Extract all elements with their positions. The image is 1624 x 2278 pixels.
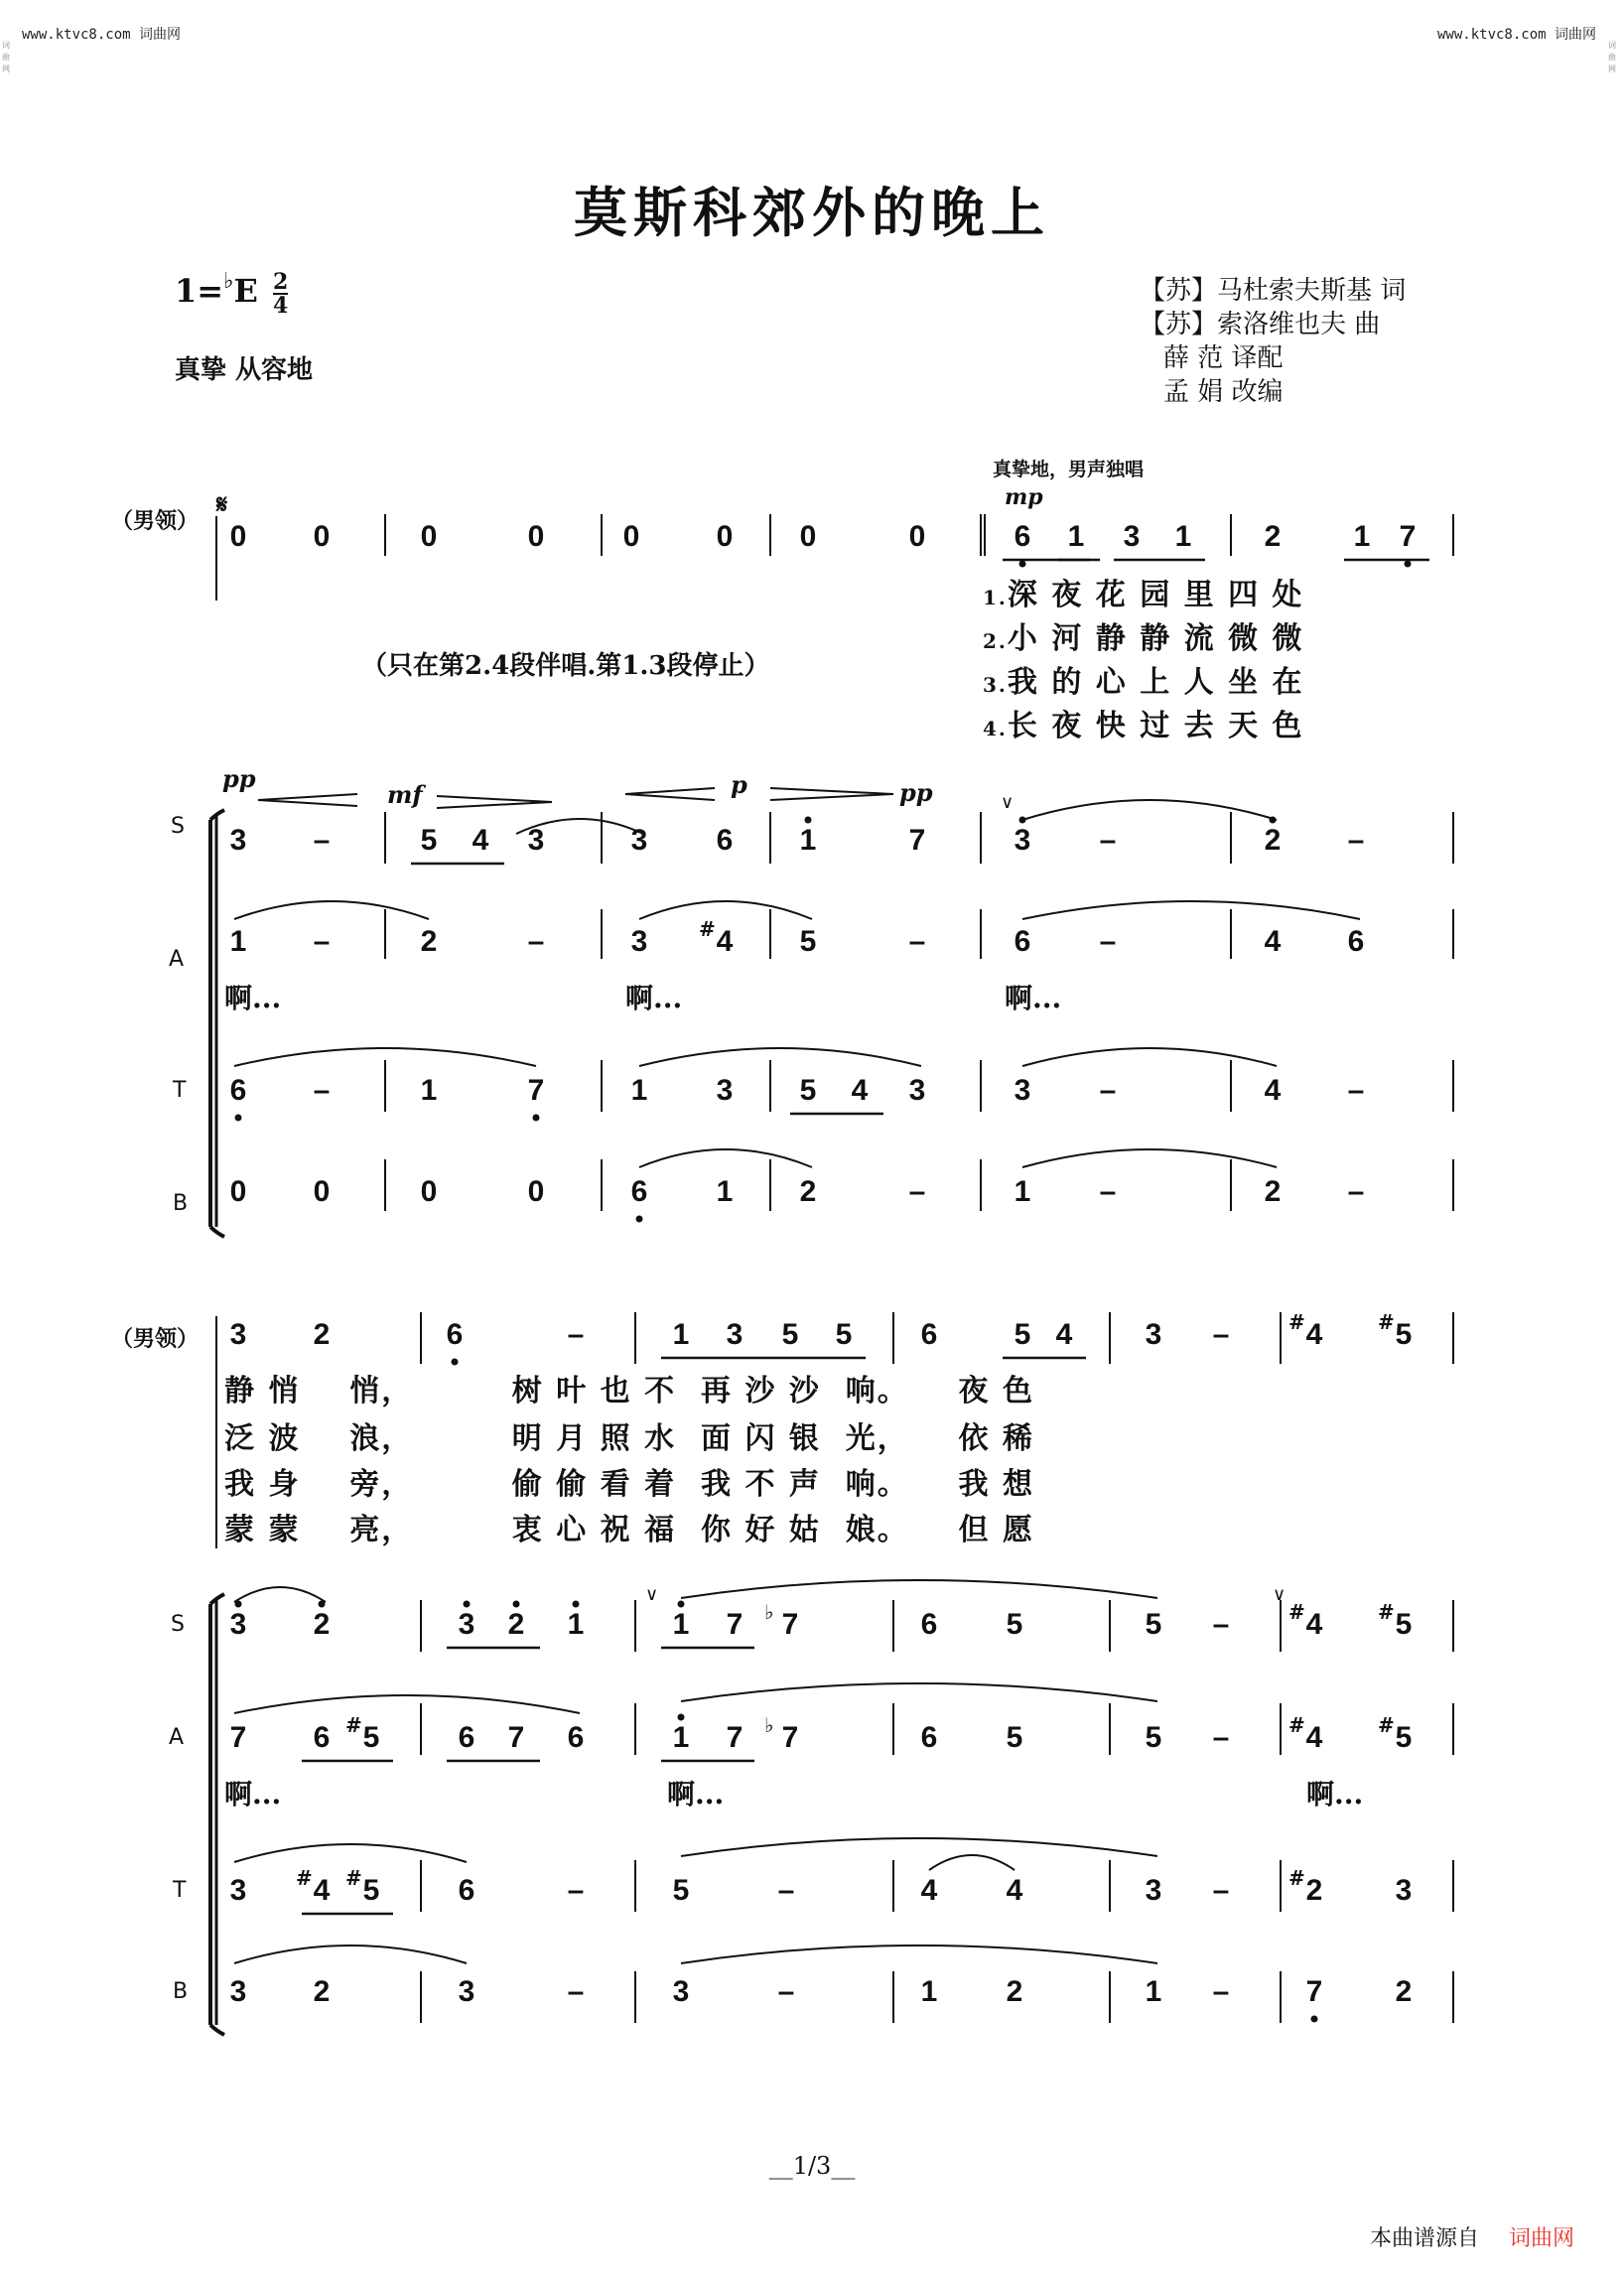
note: 4 xyxy=(1264,925,1282,958)
note: 7 xyxy=(229,1721,247,1754)
sharp-accidental: # xyxy=(1288,1866,1305,1890)
decrescendo-2 xyxy=(770,788,893,800)
note: 2 xyxy=(799,1175,817,1208)
slur-t2a xyxy=(234,1844,467,1862)
note: 7 xyxy=(908,824,926,857)
note: 1 xyxy=(1174,520,1192,553)
voice-label-b-2: B xyxy=(173,1979,189,2004)
voice-label-b-1: B xyxy=(173,1191,189,1216)
note: 3 xyxy=(630,925,648,958)
slur-a3 xyxy=(1022,901,1360,919)
credit-translator: 薛 范 译配 xyxy=(1163,343,1284,373)
note: 3 xyxy=(229,1975,247,2008)
accompany-note: （只在第2.4段伴唱.第1.3段停止） xyxy=(361,651,770,681)
footer-label: 本曲谱源自 xyxy=(1370,2226,1480,2251)
note: 7 xyxy=(527,1074,545,1107)
note: 4 xyxy=(920,1874,938,1907)
slur-s1 xyxy=(1022,800,1277,820)
alto-ah-4: 啊... xyxy=(224,1778,282,1810)
voice-label-t-2: T xyxy=(173,1878,187,1903)
note: 3 xyxy=(630,824,648,857)
verse-1-line-2: 静 悄 悄， 树 叶 也 不 再 沙 沙 响。 夜 色 xyxy=(224,1374,1034,1408)
note: 0 xyxy=(716,520,734,553)
slur-a2b xyxy=(681,1683,1157,1701)
voice-label-s-1: S xyxy=(171,814,185,839)
note: 5 xyxy=(1014,1318,1031,1351)
note: 3 xyxy=(527,824,545,857)
decrescendo-1 xyxy=(437,796,552,808)
note: – xyxy=(313,1074,331,1107)
note: 2 xyxy=(1264,824,1282,857)
breath-mark: ∨ xyxy=(1001,792,1015,813)
dynamic-p: p xyxy=(731,770,747,799)
note: – xyxy=(1099,1074,1117,1107)
note: 6 xyxy=(1014,925,1031,958)
note: 2 xyxy=(313,1975,331,2008)
note: – xyxy=(1212,1608,1230,1641)
note: 5 xyxy=(362,1874,380,1907)
note: 3 xyxy=(1145,1318,1162,1351)
note: 0 xyxy=(420,520,438,553)
note: 1 xyxy=(672,1721,690,1754)
note: 4 xyxy=(1305,1608,1323,1641)
slur-b2b xyxy=(681,1945,1157,1963)
octave-dot-low xyxy=(636,1216,642,1222)
verse-4-line-1: 4.长 夜 快 过 去 天 色 xyxy=(983,709,1304,743)
note: 4 xyxy=(472,824,489,857)
note: 6 xyxy=(458,1874,475,1907)
dynamic-pp-1: pp xyxy=(222,764,256,793)
sharp-accidental: # xyxy=(1378,1310,1395,1334)
note: 7 xyxy=(726,1721,744,1754)
note: 4 xyxy=(1055,1318,1073,1351)
voice-label-a-1: A xyxy=(169,947,185,972)
note: 0 xyxy=(313,1175,331,1208)
note: 1 xyxy=(1353,520,1371,553)
song-title: 莫斯科郊外的晚上 xyxy=(574,181,1050,244)
octave-dot-high xyxy=(678,1714,684,1720)
note: 7 xyxy=(781,1608,799,1641)
note: 6 xyxy=(1347,925,1365,958)
breath-mark-3: ∨ xyxy=(1273,1584,1286,1605)
note: 5 xyxy=(362,1721,380,1754)
note: – xyxy=(1347,824,1365,857)
slur-a2a xyxy=(234,1695,580,1713)
octave-dot-low xyxy=(1311,2016,1317,2022)
crescendo-1 xyxy=(258,794,357,806)
note: – xyxy=(1212,1975,1230,2008)
octave-dot-high xyxy=(464,1601,470,1607)
note: 2 xyxy=(1395,1975,1413,2008)
note: – xyxy=(908,925,926,958)
slur-b2a xyxy=(234,1945,467,1963)
note: 5 xyxy=(799,1074,817,1107)
note: 7 xyxy=(1399,520,1417,553)
note: – xyxy=(313,824,331,857)
voice-label-a-2: A xyxy=(169,1725,185,1750)
watermark-strip-right: 词曲网 xyxy=(1608,41,1616,73)
octave-dot-low xyxy=(452,1359,458,1365)
note: 1 xyxy=(1067,520,1085,553)
note: – xyxy=(1212,1874,1230,1907)
sharp-accidental: # xyxy=(296,1866,313,1890)
octave-dot-low xyxy=(533,1115,539,1121)
note: 3 xyxy=(908,1074,926,1107)
sharp-accidental: # xyxy=(345,1866,362,1890)
note: 5 xyxy=(1145,1721,1162,1754)
time-top: 2 xyxy=(273,268,289,295)
note: 2 xyxy=(313,1608,331,1641)
octave-dot-high xyxy=(573,1601,579,1607)
verse-4-line-2: 蒙 蒙 亮， 衷 心 祝 福 你 好 姑 娘。 但 愿 xyxy=(224,1513,1034,1547)
flat-accidental: ♭ xyxy=(764,1713,774,1737)
note: 4 xyxy=(1305,1318,1323,1351)
note: 5 xyxy=(1006,1608,1023,1641)
key-tonic: E xyxy=(233,272,258,310)
alto-ah-5: 啊... xyxy=(667,1778,725,1810)
note: 3 xyxy=(716,1074,734,1107)
note: 1 xyxy=(799,824,817,857)
note: 6 xyxy=(630,1175,648,1208)
note: 6 xyxy=(567,1721,585,1754)
note: – xyxy=(1212,1318,1230,1351)
note: 5 xyxy=(420,824,438,857)
note: 5 xyxy=(1395,1721,1413,1754)
note: – xyxy=(527,925,545,958)
slur-t2b xyxy=(681,1838,1157,1856)
header-url-right[interactable]: www.ktvc8.com 词曲网 xyxy=(1437,27,1597,43)
sharp-accidental: # xyxy=(699,917,716,941)
dynamic-mf: mf xyxy=(387,780,423,809)
note: 1 xyxy=(672,1608,690,1641)
note: 7 xyxy=(781,1721,799,1754)
alto-ah-1: 啊... xyxy=(224,982,282,1014)
slur-a2 xyxy=(639,901,812,919)
note: 5 xyxy=(1395,1608,1413,1641)
verse-2-line-1: 2.小 河 静 静 流 微 微 xyxy=(983,621,1304,656)
note: 1 xyxy=(920,1975,938,2008)
note: 4 xyxy=(1264,1074,1282,1107)
slur-b2 xyxy=(1022,1149,1277,1167)
verse-3-line-1: 3.我 的 心 上 人 坐 在 xyxy=(983,665,1304,700)
note: 1 xyxy=(229,925,247,958)
note: 7 xyxy=(726,1608,744,1641)
note: 3 xyxy=(1123,520,1141,553)
note: 2 xyxy=(1264,520,1282,553)
verse-2-line-2: 泛 波 浪， 明 月 照 水 面 闪 银 光， 依 稀 xyxy=(224,1421,1034,1456)
note: 0 xyxy=(527,520,545,553)
note: 3 xyxy=(672,1975,690,2008)
note: 1 xyxy=(672,1318,690,1351)
note: 3 xyxy=(229,1608,247,1641)
verse-1-line-1: 1.深 夜 花 园 里 四 处 xyxy=(983,578,1304,612)
dynamic-mp: mp xyxy=(1005,484,1043,510)
note: 0 xyxy=(229,520,247,553)
note: 3 xyxy=(1145,1874,1162,1907)
note: 6 xyxy=(920,1608,938,1641)
note: 3 xyxy=(458,1975,475,2008)
leader-label-2: （男领） xyxy=(111,1327,200,1352)
crescendo-2 xyxy=(625,788,715,800)
note: 2 xyxy=(313,1318,331,1351)
note: – xyxy=(1347,1175,1365,1208)
note: 6 xyxy=(920,1318,938,1351)
note: 6 xyxy=(313,1721,331,1754)
note: 4 xyxy=(313,1874,331,1907)
note: 6 xyxy=(229,1074,247,1107)
note: – xyxy=(1099,824,1117,857)
header-url-left[interactable]: www.ktvc8.com 词曲网 xyxy=(22,27,182,43)
octave-dot-high xyxy=(678,1601,684,1607)
alto-ah-2: 啊... xyxy=(625,982,683,1014)
note: 2 xyxy=(1305,1874,1323,1907)
note: 2 xyxy=(420,925,438,958)
octave-dot-low xyxy=(1405,561,1411,567)
note: – xyxy=(567,1318,585,1351)
note: 0 xyxy=(527,1175,545,1208)
note: 4 xyxy=(1006,1874,1023,1907)
note: 1 xyxy=(716,1175,734,1208)
leader-label-1: （男领） xyxy=(111,509,200,534)
note: 3 xyxy=(229,1318,247,1351)
slur-t3 xyxy=(1022,1048,1277,1066)
page-number: __1/3__ xyxy=(768,2152,856,2180)
note: 6 xyxy=(458,1721,475,1754)
note: – xyxy=(1212,1721,1230,1754)
footer-brand[interactable]: 词曲网 xyxy=(1509,2226,1575,2251)
segno-icon: 𝄋 xyxy=(216,490,228,520)
note: – xyxy=(1347,1074,1365,1107)
voice-label-t-1: T xyxy=(173,1078,187,1103)
note: 5 xyxy=(781,1318,799,1351)
tempo-marking: 真挚 从容地 xyxy=(175,355,314,385)
alto-ah-6: 啊... xyxy=(1306,1778,1364,1810)
note: 1 xyxy=(630,1074,648,1107)
slur-s2b xyxy=(681,1580,1157,1598)
note: 0 xyxy=(420,1175,438,1208)
note: – xyxy=(1099,925,1117,958)
dynamic-pp-2: pp xyxy=(899,778,933,807)
slur-t2 xyxy=(639,1048,921,1066)
note: 5 xyxy=(1145,1608,1162,1641)
note: 0 xyxy=(229,1175,247,1208)
expression-text: 真挚地，男声独唱 xyxy=(993,459,1145,480)
note: – xyxy=(1099,1175,1117,1208)
note: – xyxy=(777,1975,795,2008)
alto-ah-3: 啊... xyxy=(1005,982,1062,1014)
note: 5 xyxy=(1395,1318,1413,1351)
note: 3 xyxy=(458,1608,475,1641)
note: – xyxy=(313,925,331,958)
note: 4 xyxy=(1305,1721,1323,1754)
note: 3 xyxy=(229,1874,247,1907)
note: 3 xyxy=(726,1318,744,1351)
note: 4 xyxy=(716,925,734,958)
note: 1 xyxy=(567,1608,585,1641)
note: 2 xyxy=(1264,1175,1282,1208)
note: 3 xyxy=(1014,824,1031,857)
note: – xyxy=(567,1874,585,1907)
credit-arranger: 孟 娟 改编 xyxy=(1163,377,1284,407)
note: 0 xyxy=(622,520,640,553)
slur-b1 xyxy=(639,1149,812,1167)
sharp-accidental: # xyxy=(1288,1310,1305,1334)
sharp-accidental: # xyxy=(1378,1713,1395,1737)
breath-mark-2: ∨ xyxy=(645,1584,659,1605)
slur-a1 xyxy=(234,901,429,919)
note: 5 xyxy=(835,1318,853,1351)
flat-accidental: ♭ xyxy=(764,1600,774,1624)
octave-dot-low xyxy=(1019,561,1025,567)
flat-sign: ♭ xyxy=(223,268,234,294)
watermark-strip-left: 词曲网 xyxy=(2,41,10,73)
note: 0 xyxy=(799,520,817,553)
slur-s2a xyxy=(234,1587,326,1602)
note: 2 xyxy=(507,1608,525,1641)
sharp-accidental: # xyxy=(1378,1600,1395,1624)
note: – xyxy=(567,1975,585,2008)
credit-composer: 【苏】索洛维也夫 曲 xyxy=(1140,310,1381,339)
credit-lyricist: 【苏】马杜索夫斯基 词 xyxy=(1140,276,1407,306)
verse-3-line-2: 我 身 旁， 偷 偷 看 着 我 不 声 响。 我 想 xyxy=(224,1467,1034,1502)
note: 1 xyxy=(1145,1975,1162,2008)
voice-label-s-2: S xyxy=(171,1612,185,1637)
note: – xyxy=(908,1175,926,1208)
note: 6 xyxy=(1014,520,1031,553)
note: – xyxy=(777,1874,795,1907)
note: 5 xyxy=(799,925,817,958)
note: 6 xyxy=(446,1318,464,1351)
note: 1 xyxy=(420,1074,438,1107)
note: 5 xyxy=(1006,1721,1023,1754)
note: 2 xyxy=(1006,1975,1023,2008)
note: 4 xyxy=(851,1074,869,1107)
sharp-accidental: # xyxy=(345,1713,362,1737)
octave-dot-high xyxy=(513,1601,519,1607)
octave-dot-high xyxy=(805,817,811,823)
sharp-accidental: # xyxy=(1288,1713,1305,1737)
note: 1 xyxy=(1014,1175,1031,1208)
note: 5 xyxy=(672,1874,690,1907)
note: 7 xyxy=(507,1721,525,1754)
octave-dot-low xyxy=(235,1115,241,1121)
note: 7 xyxy=(1305,1975,1323,2008)
note: 3 xyxy=(1014,1074,1031,1107)
time-bottom: 4 xyxy=(273,292,289,319)
note: 6 xyxy=(920,1721,938,1754)
note: 0 xyxy=(313,520,331,553)
note: 3 xyxy=(229,824,247,857)
note: 0 xyxy=(908,520,926,553)
tie-t2 xyxy=(929,1855,1015,1870)
note: 6 xyxy=(716,824,734,857)
sharp-accidental: # xyxy=(1288,1600,1305,1624)
note: 3 xyxy=(1395,1874,1413,1907)
key-prefix: 1= xyxy=(175,272,224,310)
